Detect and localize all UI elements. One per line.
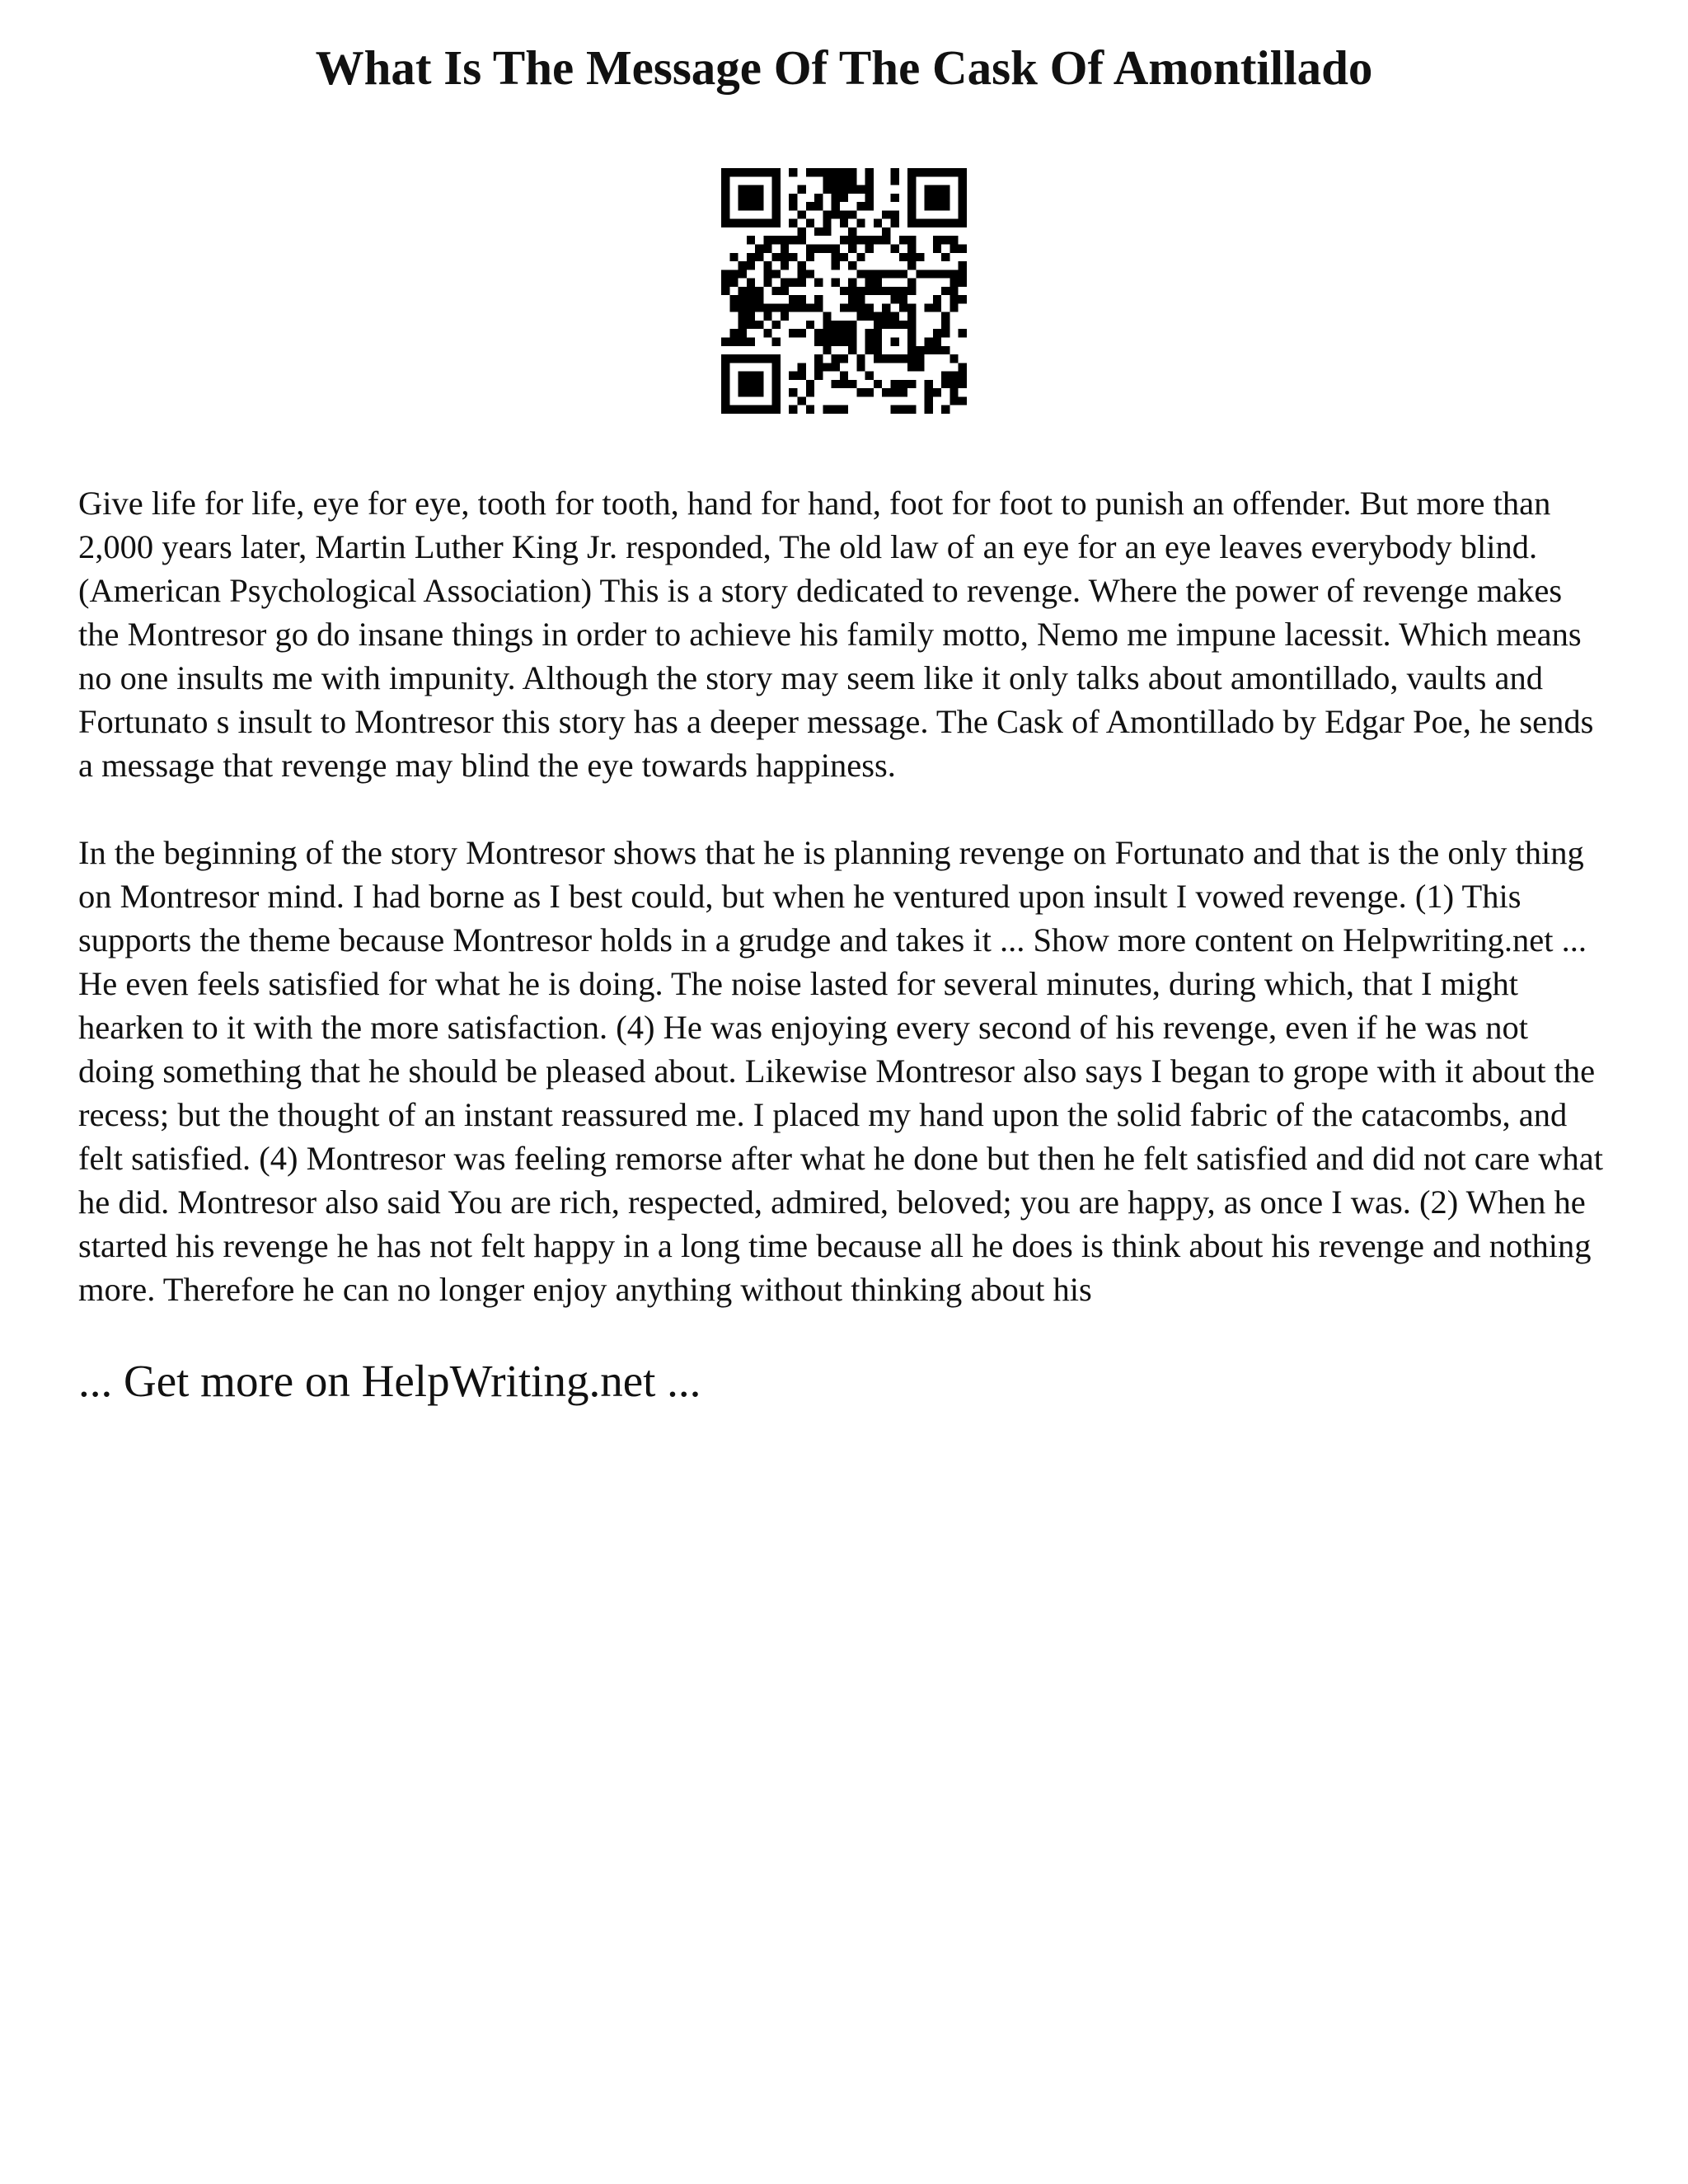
qr-code-container [78,168,1610,414]
get-more-link[interactable]: ... Get more on HelpWriting.net ... [78,1356,701,1406]
paragraph-3: He even feels satisfied for what he is doing. The noise lasted for several minutes, during which, that I might hearken to it with the more satisfaction. (4) He was enjoying every second of his revenge, even if he was not doing something that he should be pleased about. Likewise Montresor also says I began to grope with it about the recess; but the thought of an instant reassured me. I placed my hand upon the solid fabric of the catacombs, and felt satisfied. (4) Montresor was feeling remorse after what he done but then he felt satisfied and did not care what he did. Montresor also said You are rich, respected, admired, beloved; you are happy, as once I was. (2) When he started his revenge he has not felt happy in a long time because all he does is think about his revenge and nothing more. Therefore he can no longer enjoy anything without thinking about his [78,965,1603,1308]
paragraph-1: Give life for life, eye for eye, tooth for tooth, hand for hand, foot for foot to punish an offender. But more than 2,000 years later, Martin Luther King Jr. responded, The old law of an eye for an eye leaves everybody blind. (American Psychological Association) This is a story dedicated to revenge. Where the power of revenge makes the Montresor go do insane things in order to achieve his family motto, Nemo me impune lacessit. Which means no one insults me with impunity. Although the story may seem like it only talks about amontillado, vaults and Fortunato s insult to Montresor this story has a deeper message. The Cask of Amontillado by Edgar Poe, he sends a message that revenge may blind the eye towards happiness. [78,485,1594,784]
paragraph-2: In the beginning of the story Montresor shows that he is planning revenge on Fortunato and that is the only thing on Montresor mind. I had borne as I best could, but when he ventured upon insult I vowed revenge. (1) This supports the theme because Montresor holds in a grudge and takes it ... Show more content on Helpwriting.net ... [78,834,1587,958]
document-title: What Is The Message Of The Cask Of Amontillado [315,40,1373,95]
article-body [78,481,1610,1311]
qr-code-icon [721,168,967,414]
